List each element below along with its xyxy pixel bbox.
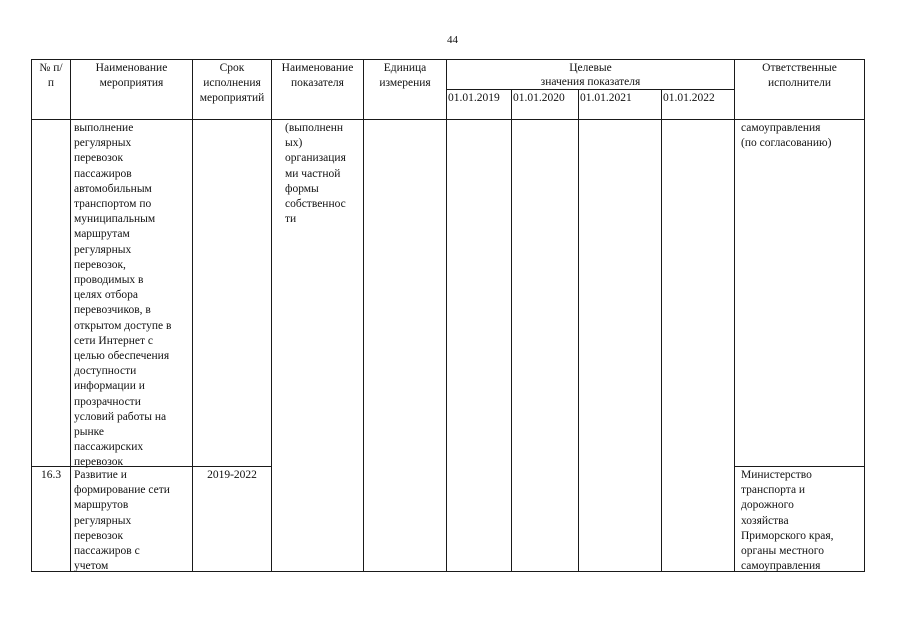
col-line [734, 59, 735, 572]
header-divider [31, 119, 864, 120]
header-number: № п/ п [39, 62, 63, 90]
header-deadline: Срок исполнения мероприятий [199, 62, 265, 105]
col-line [271, 59, 272, 572]
row-16-3-deadline: 2019-2022 [207, 469, 257, 481]
page-number: 44 [447, 34, 458, 46]
header-date-2019: 01.01.2019 [448, 92, 500, 104]
col-line [511, 89, 512, 572]
col-line [864, 59, 865, 572]
col-line [70, 59, 71, 572]
row-16-3-number: 16.3 [40, 469, 62, 481]
row-continued-indicator: (выполненн ых) организация ми частной формы собственнос ти [285, 122, 346, 226]
col-line [578, 89, 579, 572]
header-responsible: Ответственные исполнители [762, 62, 837, 90]
row-16-3-event: Развитие и формирование сети маршрутов регулярных перевозок пассажиров с учетом [74, 469, 170, 573]
col-line [192, 59, 193, 572]
col-line [31, 59, 32, 572]
col-line [446, 59, 447, 572]
col-line [661, 89, 662, 572]
row-divider-right [734, 466, 864, 467]
header-event-name: Наименование мероприятия [95, 62, 168, 90]
header-target-values: Целевые значения показателя [540, 62, 641, 88]
header-unit: Единица измерения [379, 62, 431, 90]
table-border-top [31, 59, 864, 60]
col-line [363, 59, 364, 572]
header-subdivider [446, 89, 734, 90]
header-date-2021: 01.01.2021 [580, 92, 632, 104]
row-16-3-responsible: Министерство транспорта и дорожного хозяйства Приморского края, органы местного самоуправления [741, 469, 834, 573]
header-date-2020: 01.01.2020 [513, 92, 565, 104]
row-continued-responsible: самоуправления (по согласованию) [741, 122, 832, 150]
row-continued-event: выполнение регулярных перевозок пассажиров автомобильным транспортом по муниципальным маршрутам регулярных перевозок, проводимых в целях отбора перевозчиков, в открытом доступе в сети Интернет с целью обеспечения доступности информации и прозрачности условий работы на рынке пассажирских перевозок [74, 122, 172, 469]
header-indicator-name: Наименование показателя [281, 62, 354, 90]
header-date-2022: 01.01.2022 [663, 92, 715, 104]
